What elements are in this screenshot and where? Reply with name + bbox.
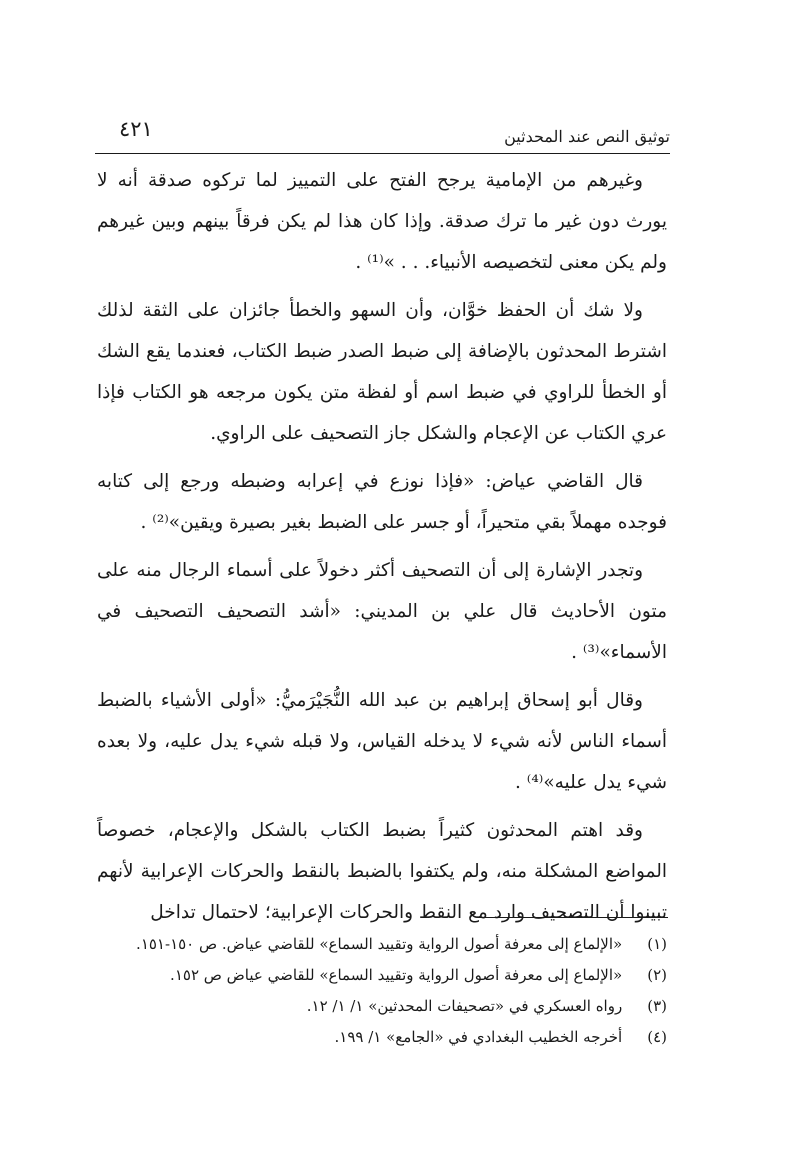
paragraph: وقد اهتم المحدثون كثيراً بضبط الكتاب بالشكل والإعجام، خصوصاً المواضع المشكلة منه، ولم يكتفوا بالضبط بالنقط والحركات الإعرابية لأنهم تبينوا أن التصحيف وارد مع النقط والحركات الإعرابية؛ لاحتمال تداخل [97,820,667,923]
footnote-number: (٤) [647,1028,667,1046]
footnote [110,1022,667,1053]
footnote [110,960,667,991]
body-text [97,160,667,940]
footnote-number: (٣) [647,997,667,1015]
running-title: توثيق النص عند المحدثين [504,127,670,146]
paragraph: وقال أبو إسحاق إبراهيم بن عبد الله النُّجَيْرَميُّ: «أولى الأشياء بالضبط أسماء الناس لأنه شيء لا يدخله القياس، ولا قبله شيء يدل عليه، ولا بعده شيء يدل عليه»⁽⁴⁾ . [97,690,667,793]
footnote-rule [480,917,668,918]
footnote-text: رواه العسكري في «تصحيفات المحدثين» ١/ ١/ ١٢. [306,997,623,1015]
footnote-text: «الإلماع إلى معرفة أصول الرواية وتقييد السماع» للقاضي عياض ص ١٥٢. [170,966,623,984]
paragraph: وغيرهم من الإمامية يرجح الفتح على التمييز لما تركوه صدقة أنه لا يورث دون غير ما ترك صدقة. وإذا كان هذا لم يكن فرقاً بينهم وبين غيرهم ولم يكن معنى لتخصيصه الأنبياء. . . »⁽¹⁾ . [97,170,667,273]
footnote [110,991,667,1022]
footnote-number: (٢) [647,966,667,984]
page-header [95,113,670,153]
footnotes [110,929,667,1053]
page-number: ٤٢١ [119,117,153,141]
paragraph: ولا شك أن الحفظ خوَّان، وأن السهو والخطأ جائزان على الثقة لذلك اشترط المحدثون بالإضافة إلى ضبط الصدر ضبط الكتاب، فعندما يقع الشك أو الخطأ للراوي في ضبط اسم أو لفظة متن يكون مرجعه هو الكتاب فإذا عري الكتاب عن الإعجام والشكل جاز التصحيف على الراوي. [97,300,667,444]
paragraph: وتجدر الإشارة إلى أن التصحيف أكثر دخولاً على أسماء الرجال منه على متون الأحاديث قال علي بن المديني: «أشد التصحيف التصحيف في الأسماء»⁽³⁾ . [97,560,667,663]
footnote-number: (١) [647,935,667,953]
footnote [110,929,667,960]
footnote-text: أخرجه الخطيب البغدادي في «الجامع» ١/ ١٩٩. [334,1028,623,1046]
paragraph: قال القاضي عياض: «فإذا نوزع في إعرابه وضبطه ورجع إلى كتابه فوجده مهملاً بقي متحيراً، أو جسر على الضبط بغير بصيرة ويقين»⁽²⁾ . [97,471,667,533]
header-rule [95,153,670,154]
footnote-text: «الإلماع إلى معرفة أصول الرواية وتقييد السماع» للقاضي عياض. ص ١٥٠-١٥١. [136,935,623,953]
